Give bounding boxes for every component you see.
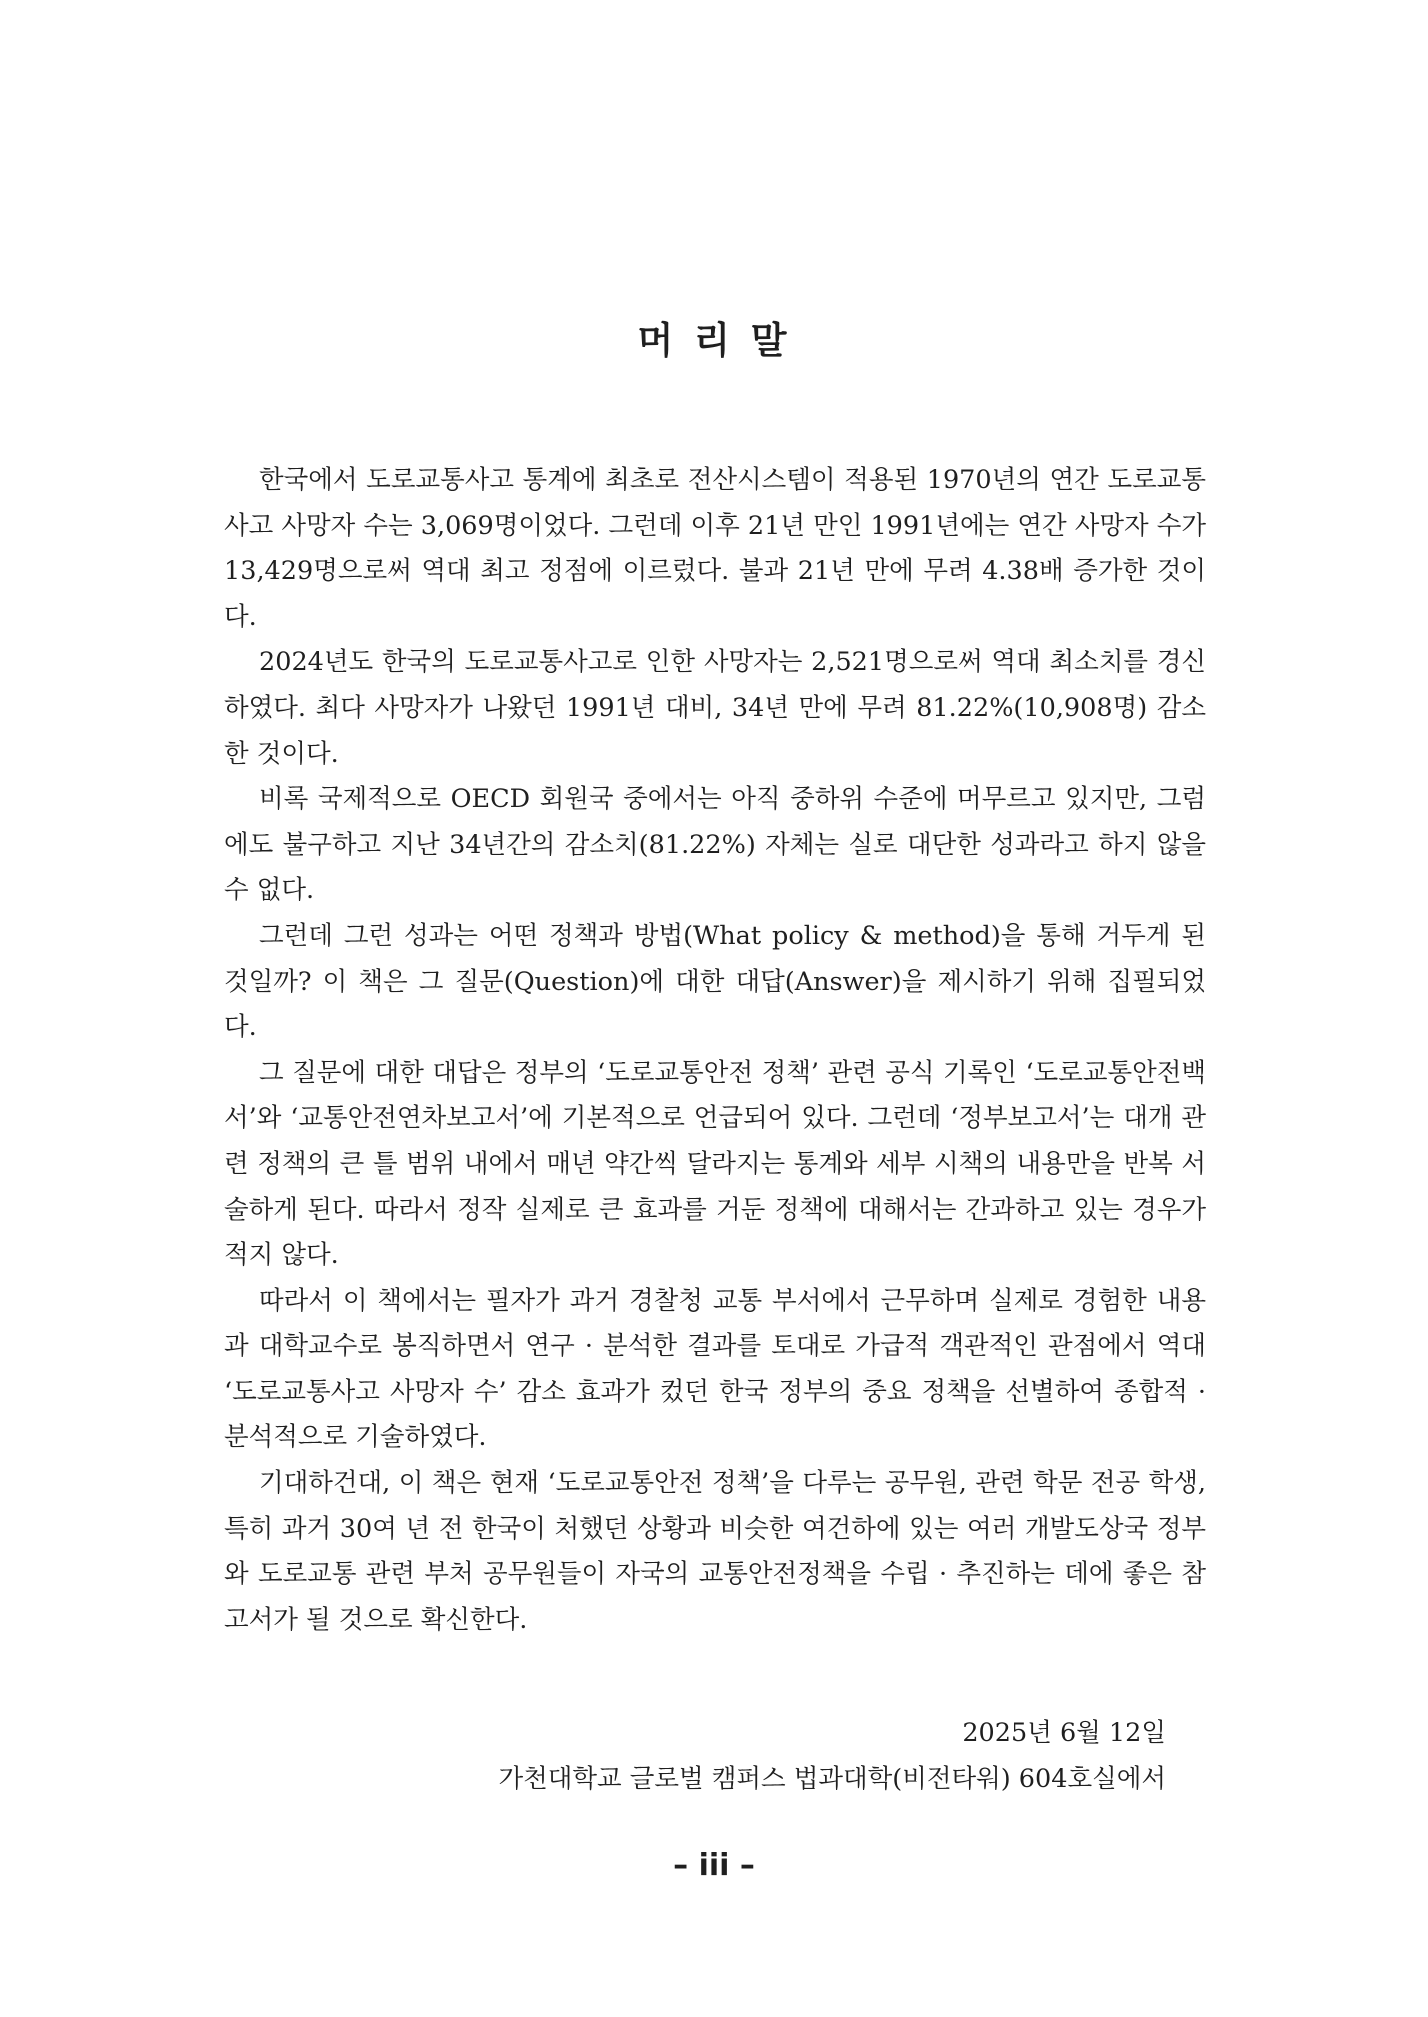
paragraph: 기대하건대, 이 책은 현재 ‘도로교통안전 정책’을 다루는 공무원, 관련 학문 전공 학생, 특히 과거 30여 년 전 한국이 처했던 상황과 비슷한 여건하에 있는 여러 개발도상국 정부와 도로교통 관련 부처 공무원들이 자국의 교통안전정책을 수립 · 추진하는 데에 좋은 참고서가 될 것으로 확신한다. [224,1468,1206,1635]
preface-body [224,458,1206,1643]
signature-date: 2025년 6월 12일 [962,1718,1166,1748]
page-number: – iii – [673,1848,755,1883]
paragraph: 2024년도 한국의 도로교통사고로 인한 사망자는 2,521명으로써 역대 최소치를 경신하였다. 최다 사망자가 나왔던 1991년 대비, 34년 만에 무려 81.22%(10,908명) 감소한 것이다. [224,647,1206,769]
signature-block [498,1711,1166,1802]
paragraph: 한국에서 도로교통사고 통계에 최초로 전산시스템이 적용된 1970년의 연간 도로교통사고 사망자 수는 3,069명이었다. 그런데 이후 21년 만인 1991년에는 연간 사망자 수가 13,429명으로써 역대 최고 정점에 이르렀다. 불과 21년 만에 무려 4.38배 증가한 것이다. [224,465,1206,632]
signature-place: 가천대학교 글로벌 캠퍼스 법과대학(비전타워) 604호실에서 [498,1763,1166,1794]
paragraph: 그런데 그런 성과는 어떤 정책과 방법(What policy & method)을 통해 거두게 된 것일까? 이 책은 그 질문(Question)에 대한 대답(Answer)을 제시하기 위해 집필되었다. [224,920,1206,1043]
paragraph: 비록 국제적으로 OECD 회원국 중에서는 아직 중하위 수준에 머무르고 있지만, 그럼에도 불구하고 지난 34년간의 감소치(81.22%) 자체는 실로 대단한 성과라고 하지 않을 수 없다. [224,784,1206,906]
page-title: 머 리 말 [637,319,791,362]
paragraph: 따라서 이 책에서는 필자가 과거 경찰청 교통 부서에서 근무하며 실제로 경험한 내용과 대학교수로 봉직하면서 연구 · 분석한 결과를 토대로 가급적 객관적인 관점에서 역대 ‘도로교통사고 사망자 수’ 감소 효과가 컸던 한국 정부의 중요 정책을 선별하여 종합적 · 분석적으로 기술하였다. [224,1285,1206,1453]
paragraph: 그 질문에 대한 대답은 정부의 ‘도로교통안전 정책’ 관련 공식 기록인 ‘도로교통안전백서’와 ‘교통안전연차보고서’에 기본적으로 언급되어 있다. 그런데 ‘정부보고서’는 대개 관련 정책의 큰 틀 범위 내에서 매년 약간씩 달라지는 통계와 세부 시책의 내용만을 반복 서술하게 된다. 따라서 정작 실제로 큰 효과를 거둔 정책에 대해서는 간과하고 있는 경우가 적지 않다. [224,1057,1206,1271]
